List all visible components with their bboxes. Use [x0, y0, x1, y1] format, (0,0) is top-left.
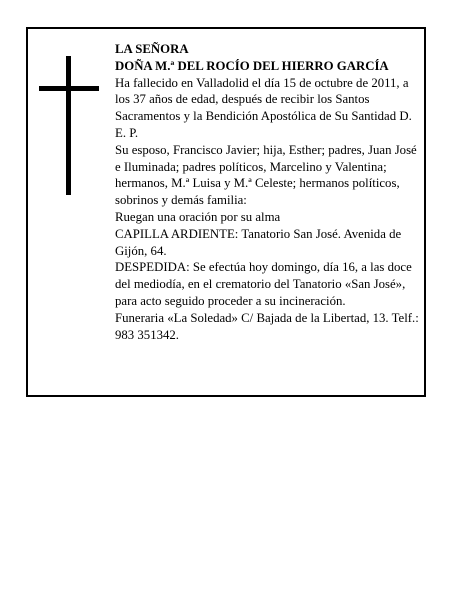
notice-title: LA SEÑORA: [115, 42, 189, 56]
funeral-home-info: Funeraria «La Soledad» C/ Bajada de la Libertad, 13. Telf.: 983 351342.: [115, 310, 419, 342]
prayer-request: Ruegan una oración por su alma: [115, 209, 281, 224]
family-members: Su esposo, Francisco Javier; hija, Esther; padres, Juan José e Iluminada; padres políticos, Marcelino y Valentina; hermanos, M.ª Luisa y M.ª Celeste; hermanos políticos, sobrinos y demás familia:: [115, 142, 417, 208]
chapel-info: CAPILLA ARDIENTE: Tanatorio San José. Avenida de Gijón, 64.: [115, 226, 402, 258]
notice-text: [115, 41, 419, 343]
cross-horizontal-bar: [39, 86, 99, 91]
death-announcement: Ha fallecido en Valladolid el día 15 de octubre de 2011, a los 37 años de edad, después de recibir los Santos Sacramentos y la Bendición Apostólica de Su Santidad D. E. P.: [115, 75, 412, 140]
farewell-info: DESPEDIDA: Se efectúa hoy domingo, día 16, a las doce del mediodía, en el crematorio del Tanatorio «San José», para acto seguido proceder a su incineración.: [115, 260, 412, 308]
obituary-notice: [26, 27, 426, 397]
deceased-name: DOÑA M.ª DEL ROCÍO DEL HIERRO GARCÍA: [115, 58, 389, 73]
cross-vertical-bar: [66, 56, 71, 195]
